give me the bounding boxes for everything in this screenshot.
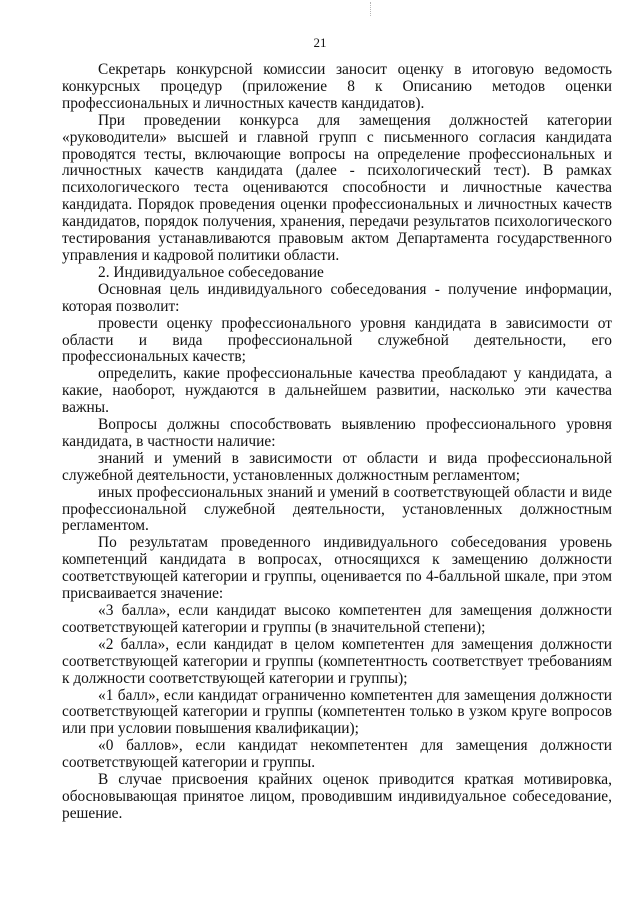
paragraph-score-3: «3 балла», если кандидат высоко компетентен для замещения должности соответствующей категории и группы (в значительной степени); xyxy=(62,602,612,636)
section-heading-individual-interview: 2. Индивидуальное собеседование xyxy=(98,263,324,281)
page-number: 21 xyxy=(313,35,327,50)
paragraph-score-1: «1 балл», если кандидат ограниченно компетентен для замещения должности соответствующей категории и группы (компетентен только в узком круге вопросов или при условии повышения квалификации); xyxy=(62,686,612,738)
paragraph-scoring-scale: По результатам проведенного индивидуального собеседования уровень компетенций кандидата в вопросах, относящихся к замещению должности соответствующей категории и группы, оценивается по 4-балльной шкале, при этом присваивается значение: xyxy=(62,534,612,603)
paragraph-psychological-test: При проведении конкурса для замещения должностей категории «руководители» высшей и главной групп с письменного согласия кандидата проводятся тесты, включающие вопросы на определение профессиональных и личностных качеств кандидата (далее - психологический тест). В рамках психологического теста оцениваются способности и личностные качества кандидата. Порядок проведения оценки профессиональных и личностных качеств кандидатов, порядок получения, хранения, передачи результатов психологического тестирования устанавливаются правовым актом Департамента государственного управления и кадровой политики области. xyxy=(62,111,612,264)
paragraph-score-0: «0 баллов», если кандидат некомпетентен для замещения должности соответствующей категории и группы. xyxy=(62,737,612,772)
paragraph-other-knowledge: иных профессиональных знаний и умений в соответствующей области и виде профессиональной служебной деятельности, установленных должностным регламентом. xyxy=(62,483,612,535)
paragraph-determine-qualities: определить, какие профессиональные качества преобладают у кандидата, а какие, наоборот, нуждаются в дальнейшем развитии, насколько эти качества важны. xyxy=(62,365,612,417)
paragraph-interview-goal: Основная цель индивидуального собеседования - получение информации, которая позволит: xyxy=(62,280,612,315)
paragraph-assess-level: провести оценку профессионального уровня кандидата в зависимости от области и вида профессиональной служебной деятельности, его профессиональных качеств; xyxy=(62,314,612,366)
document-body xyxy=(62,62,612,823)
paragraph-questions-purpose: Вопросы должны способствовать выявлению профессионального уровня кандидата, в частности наличие: xyxy=(62,416,612,450)
scan-mark xyxy=(370,2,372,16)
paragraph-knowledge-skills: знаний и умений в зависимости от области и вида профессиональной служебной деятельности, установленных должностным регламентом; xyxy=(62,449,612,484)
paragraph-score-2: «2 балла», если кандидат в целом компетентен для замещения должности соответствующей категории и группы (компетентность соответствует требованиям к должности соответствующей категории и группы); xyxy=(62,635,612,687)
paragraph-secretary-assessment: Секретарь конкурсной комиссии заносит оценку в итоговую ведомость конкурсных процедур (приложение 8 к Описанию методов оценки профессиональных и личностных качеств кандидатов). xyxy=(62,61,612,112)
paragraph-extreme-scores: В случае присвоения крайних оценок приводится краткая мотивировка, обосновывающая принятое лицом, проводившим индивидуальное собеседование, решение. xyxy=(62,771,612,822)
